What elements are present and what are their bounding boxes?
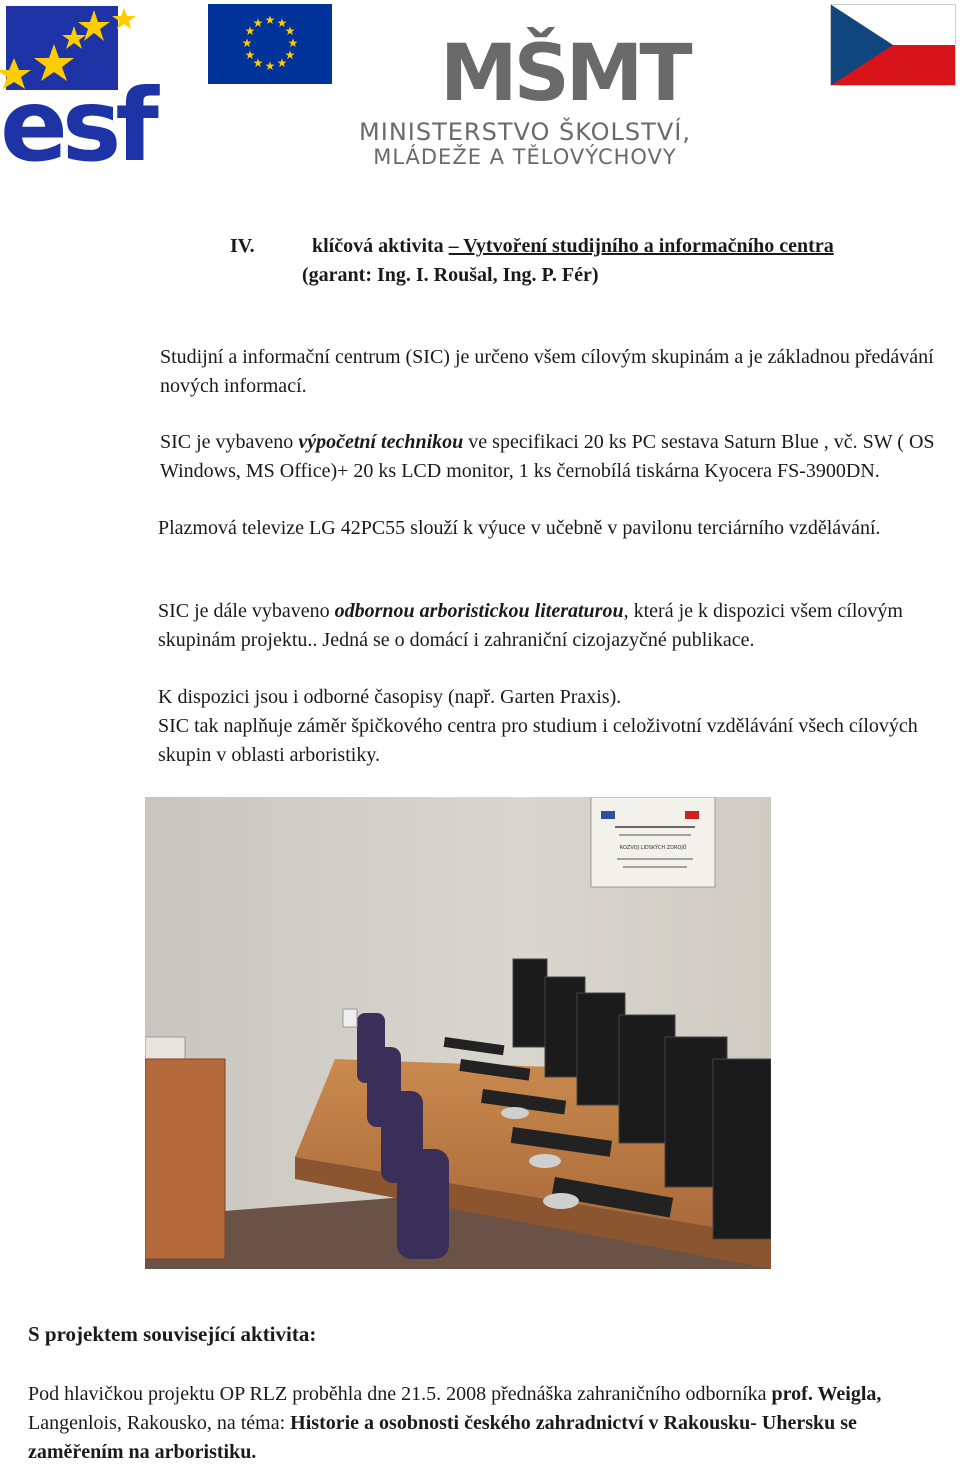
svg-text:★: ★ <box>284 48 296 62</box>
svg-text:MŠMT: MŠMT <box>440 29 689 112</box>
section-number: IV. <box>230 235 255 257</box>
lecture-topic: Historie a osobnosti českého zahradnictví v Rakousku- Uhersku se zaměřením na arboristiku. <box>28 1412 857 1463</box>
emphasis-computing: výpočetní technikou <box>298 431 464 453</box>
svg-text:★: ★ <box>244 24 256 38</box>
text-span: SIC je dále vybaveno <box>158 600 335 622</box>
related-activity-heading: S projektem související aktivita: <box>28 1322 317 1346</box>
svg-text:★: ★ <box>244 48 256 62</box>
msmt-caption-line2: MLÁDEŽE A TĚLOVÝCHOVY <box>373 145 677 169</box>
emphasis-literature: odbornou arboristickou literaturou <box>334 600 624 622</box>
msmt-caption-line1: MINISTERSTVO ŠKOLSTVÍ, <box>359 118 691 146</box>
text-span: ve specifikaci 20 ks PC sestava Saturn Blue , vč. SW ( OS Windows, MS Office)+ 20 ks LCD monitor, 1 ks černobílá tiskárna Kyocera FS-3900DN. <box>160 431 935 482</box>
msmt-logo <box>340 0 710 175</box>
text-span: Langenlois, Rakousko, na téma: <box>28 1412 291 1434</box>
section-prefix: klíčová aktivita <box>312 235 449 257</box>
speaker-name: prof. Weigla, <box>771 1383 882 1405</box>
section-title <box>312 232 834 261</box>
svg-text:ROZVOJ LIDSKÝCH ZDROJŮ: ROZVOJ LIDSKÝCH ZDROJŮ <box>619 845 687 851</box>
poster <box>591 797 715 887</box>
svg-text:★: ★ <box>284 24 296 38</box>
paragraph-intro: Studijní a informační centrum (SIC) je určeno všem cílovým skupinám a je základnou předávání nových informací. <box>160 346 934 397</box>
eu-flag <box>208 4 332 84</box>
paragraph-literature <box>158 597 948 654</box>
text-span: Pod hlavičkou projektu OP RLZ proběhla dne 21.5. 2008 přednáška zahraničního odborníka <box>28 1383 772 1405</box>
svg-text:★: ★ <box>264 59 276 73</box>
paragraph-journals: K dispozici jsou i odborné časopisy (např. Garten Praxis). <box>158 686 622 708</box>
section-title-text: – Vytvoření studijního a informačního centra <box>448 235 834 257</box>
paragraph-tv: Plazmová televize LG 42PC55 slouží k výuce v učebně v pavilonu terciárního vzdělávání. <box>158 517 881 539</box>
svg-text:★: ★ <box>252 56 264 70</box>
svg-text:★: ★ <box>276 56 288 70</box>
svg-text:★: ★ <box>276 16 288 30</box>
czech-flag <box>830 4 956 86</box>
svg-text:★: ★ <box>287 36 299 50</box>
related-activity-text <box>28 1380 948 1467</box>
text-span: SIC je vybaveno <box>160 431 299 453</box>
paragraph-mission: SIC tak naplňuje záměr špičkového centra pro studium i celoživotní vzdělávání všech cílových skupin v oblasti arboristiky. <box>158 715 918 766</box>
paragraph-equipment <box>160 428 950 485</box>
svg-text:★: ★ <box>264 13 276 27</box>
text-span: , která je k dispozici všem cílovým skupinám projektu.. Jedná se o domácí i zahraniční cizojazyčné publikace. <box>158 600 903 651</box>
esf-logo <box>0 0 190 165</box>
svg-text:★: ★ <box>241 36 253 50</box>
svg-text:esf: esf <box>0 67 153 165</box>
svg-text:★: ★ <box>252 16 264 30</box>
classroom-photo <box>145 797 771 1269</box>
section-guarantor: (garant: Ing. I. Roušal, Ing. P. Fér) <box>302 264 599 286</box>
